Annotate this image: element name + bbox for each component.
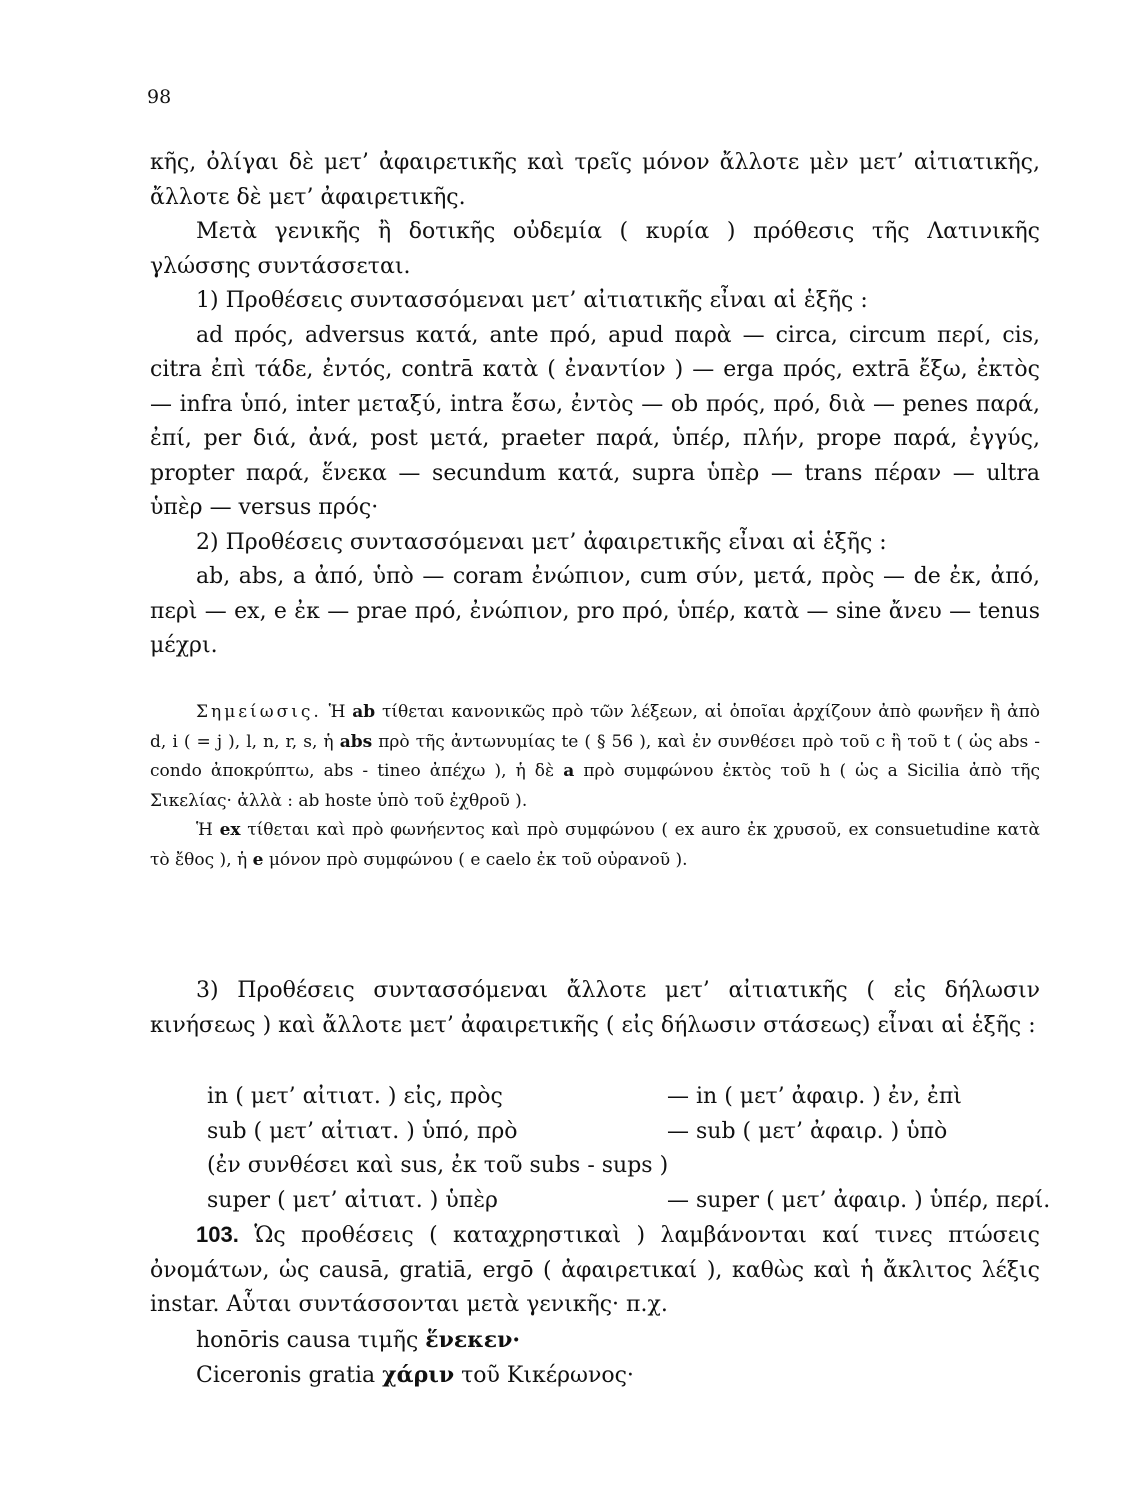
paragraph-1-heading: 1) Προθέσεις συντασσόμεναι μετ’ αἰτιατικῆς εἶναι αἱ ἑξῆς : bbox=[196, 288, 868, 313]
example-2 bbox=[150, 1358, 1040, 1394]
row-left: in ( μετ’ αἰτιατ. ) εἰς, πρὸς bbox=[207, 1084, 503, 1109]
paragraph-3-heading: 3) Προθέσεις συντασσόμεναι ἄλλοτε μετ’ αἰτιατικῆς ( εἰς δήλωσιν κινήσεως ) καὶ ἄλλοτε μετ’ ἀφαιρετικῆς ( εἰς δήλωσιν στάσεως) εἶναι αἱ ἑξῆς : bbox=[150, 978, 1040, 1038]
note-bold-a: a bbox=[563, 761, 575, 781]
note-label: Σημείωσις. bbox=[196, 702, 322, 722]
note-text: πρὸ συμφώνου ἐκτὸς τοῦ h ( ὡς a Sicilia ἀπὸ τῆς Σικελίας· ἀλλὰ : ab hoste ὑπὸ τοῦ ἐχθροῦ ). bbox=[150, 761, 1040, 811]
example-text: Ciceronis gratia bbox=[196, 1363, 376, 1388]
paragraph-2-list: ab, abs, a ἀπό, ὑπὸ — coram ἐνώπιον, cum σύν, μετά, πρὸς — de ἐκ, ἀπό, περὶ — ex, e ἐκ — prae πρό, ἐνώπιον, pro πρό, ὑπέρ, κατὰ — sine ἄνευ — tenus μέχρι. bbox=[150, 564, 1041, 658]
paragraph-continuation: κῆς, ὀλίγαι δὲ μετ’ ἀφαιρετικῆς καὶ τρεῖς μόνον ἄλλοτε μὲν μετ’ αἰτιατικῆς, ἄλλοτε δὲ μετ’ ἀφαιρετικῆς. bbox=[150, 150, 1040, 210]
note-text: Ἡ bbox=[328, 702, 346, 722]
paragraph-1-list: ad πρός, adversus κατά, ante πρό, apud παρὰ — circa, circum περί, cis, citra ἐπὶ τάδε, ἐντός, contrā κατὰ ( ἐναντίον ) — erga πρός, extrā ἔξω, ἐκτὸς — infra ὑπό, inter μεταξύ, intra ἔσω, ἐντὸς — ob πρός, πρό, διὰ — penes παρά, ἐπί, per διά, ἀνά, post μετά, praeter παρά, ὑπέρ, πλήν, prope παρά, ἐγγύς, propter παρά, ἕνεκα — secundum κατά, supra ὑπὲρ — trans πέραν — ultra ὑπὲρ — versus πρός· bbox=[150, 322, 1040, 520]
row-left: sub ( μετ’ αἰτιατ. ) ὑπό, πρὸ bbox=[207, 1118, 518, 1144]
row-left: super ( μετ’ αἰτιατ. ) ὑπὲρ bbox=[207, 1187, 498, 1213]
row-left: (ἐν συνθέσει καὶ sus, ἐκ τοῦ subs - sups ) bbox=[207, 1153, 669, 1178]
note-paragraph-1 bbox=[150, 698, 1040, 816]
row-right: — sub ( μετ’ ἀφαιρ. ) ὑπὸ bbox=[667, 1118, 948, 1144]
note-bold-ex: ex bbox=[219, 820, 241, 840]
example-bold: χάριν bbox=[382, 1362, 455, 1388]
section-103-paragraph bbox=[150, 1218, 1040, 1323]
note-text: πρὸ τῆς ἀντωνυμίας te ( § 56 ), καὶ ἐν συνθέσει πρὸ τοῦ c ἢ τοῦ t ( ὡς abs - condo ἀποκρύπτω, abs - tineo ἀπέχω ), ἡ δὲ bbox=[150, 731, 1040, 781]
paragraph-2-heading: 2) Προθέσεις συντασσόμεναι μετ’ ἀφαιρετικῆς εἶναι αἱ ἑξῆς : bbox=[196, 529, 887, 555]
main-text-section-3 bbox=[150, 974, 1040, 1043]
example-1 bbox=[150, 1323, 1040, 1359]
row-right: — in ( μετ’ ἀφαιρ. ) ἐν, ἐπὶ bbox=[667, 1084, 962, 1109]
section-number: 103. bbox=[196, 1222, 239, 1247]
section-103-text: Ὡς προθέσεις ( καταχρηστικαὶ ) λαμβάνονται καί τινες πτώσεις ὀνομάτων, ὡς causā, gratiā, ergō ( ἀφαιρετικαί ), καθὼς καὶ ἡ ἄκλιτος λέξις instar. Αὗται συντάσσονται μετὰ γενικῆς· π.χ. bbox=[150, 1223, 1041, 1317]
table-row bbox=[207, 1080, 1047, 1115]
paragraph-meta: Μετὰ γενικῆς ἢ δοτικῆς οὐδεμία ( κυρία ) πρόθεσις τῆς Λατινικῆς γλώσσης συντάσσεται. bbox=[150, 219, 1040, 279]
section-103 bbox=[150, 1218, 1040, 1394]
note-bold-abs: abs bbox=[339, 731, 373, 752]
note-block bbox=[150, 698, 1040, 875]
note-paragraph-2 bbox=[150, 816, 1040, 875]
example-text: honōris causa τιμῆς bbox=[196, 1327, 419, 1353]
table-row bbox=[207, 1115, 1047, 1150]
note-text: τίθεται καὶ πρὸ φωνήεντος καὶ πρὸ συμφώνου ( ex auro ἐκ χρυσοῦ, ex consuetudine κατὰ τὸ ἔθος ), ἡ bbox=[150, 820, 1041, 870]
note-text: τίθεται κανονικῶς πρὸ τῶν λέξεων, αἱ ὁποῖαι ἀρχίζουν ἀπὸ φωνῆεν ἢ ἀπὸ d, i ( = j ), l, n, r, s, ἡ bbox=[150, 702, 1040, 752]
row-right: — super ( μετ’ ἀφαιρ. ) ὑπέρ, περί. bbox=[667, 1187, 1051, 1213]
table-row bbox=[207, 1184, 1051, 1219]
page-number: 98 bbox=[147, 86, 172, 108]
preposition-table bbox=[207, 1080, 1051, 1218]
note-text: μόνον πρὸ συμφώνου ( e caelo ἐκ τοῦ οὐρανοῦ ). bbox=[268, 849, 688, 870]
main-text-top bbox=[150, 146, 1040, 664]
note-text: Ἡ bbox=[196, 820, 213, 840]
table-row bbox=[207, 1149, 1047, 1184]
note-bold-ab: ab bbox=[352, 702, 376, 722]
note-bold-e: e bbox=[252, 849, 264, 870]
example-bold: ἕνεκεν· bbox=[425, 1326, 521, 1353]
example-text: τοῦ Κικέρωνος· bbox=[461, 1363, 634, 1388]
